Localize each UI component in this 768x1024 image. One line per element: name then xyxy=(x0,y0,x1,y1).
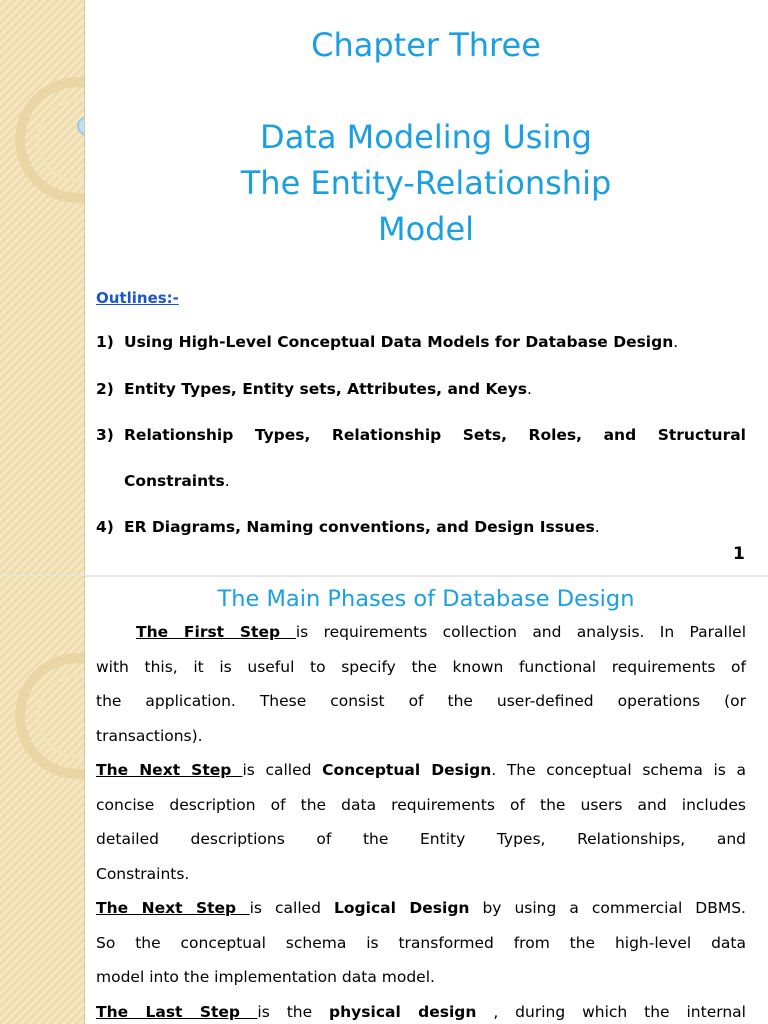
outline-period: . xyxy=(594,518,600,536)
outline-number: 4) xyxy=(96,518,114,536)
subtitle-line: The Entity-Relationship xyxy=(240,164,612,202)
outline-text: Entity Types, Entity sets, Attributes, and Keys xyxy=(124,380,528,398)
chapter-title: Chapter Three xyxy=(311,26,541,64)
chapter-subtitle xyxy=(84,114,768,252)
outline-number: 2) xyxy=(96,380,114,398)
paragraph-next-step-logical: The Next Step is called Logical Design by using a commercial DBMS. xyxy=(96,899,746,917)
paragraph-last-step: The Last Step is the physical design , during which the internal xyxy=(96,1002,746,1021)
subtitle-line: Data Modeling Using xyxy=(260,118,592,156)
outline-period: . xyxy=(224,472,230,490)
paragraph-next-step-conceptual: The Next Step is called Conceptual Design. The conceptual schema is a xyxy=(96,761,746,779)
decorative-circles-icon xyxy=(0,576,84,1024)
decorative-circles-icon xyxy=(0,0,84,576)
step-label: The Next Step xyxy=(96,761,243,779)
section-title: The Main Phases of Database Design xyxy=(217,586,635,612)
outline-number: 3) xyxy=(96,426,114,444)
outline-period: . xyxy=(673,333,679,351)
decorative-strip xyxy=(0,576,85,1024)
outline-text: Using High-Level Conceptual Data Models for Database Design xyxy=(124,333,674,351)
step-label: The First Step xyxy=(136,623,296,641)
page-number: 1 xyxy=(733,544,745,564)
step-label: The Next Step xyxy=(96,899,250,917)
decorative-strip xyxy=(0,0,85,576)
step-label: The Last Step xyxy=(96,1002,258,1021)
outlines-label: Outlines:- xyxy=(96,289,179,307)
paragraph-first-step: The First Step is requirements collection and analysis. In Parallel with this, it is useful to specify the known functional requirements of the application. These consist of the user-defined operations (or transactions). The Next Step is called Conceptual Design. The conceptual schema is a concise description of the data requirements of the users and includes detailed descriptions of the Entity Types, Relationships, and Constraints. The Next Step is called Logical Design by using a commercial DBMS. So the conceptual schema is transformed from the high-level data model into the implementation data model. The Last Step is the physical design , during which the internal xyxy=(96,615,746,1024)
slide-2 xyxy=(0,576,768,1024)
outline-text: Constraints xyxy=(124,472,225,490)
outline-number: 1) xyxy=(96,333,114,351)
outline-text: Relationship Types, Relationship Sets, Roles, and Structural xyxy=(124,426,746,444)
outline-period: . xyxy=(527,380,532,398)
subtitle-line: Model xyxy=(377,210,475,248)
outline-text: ER Diagrams, Naming conventions, and Design Issues xyxy=(124,518,595,536)
